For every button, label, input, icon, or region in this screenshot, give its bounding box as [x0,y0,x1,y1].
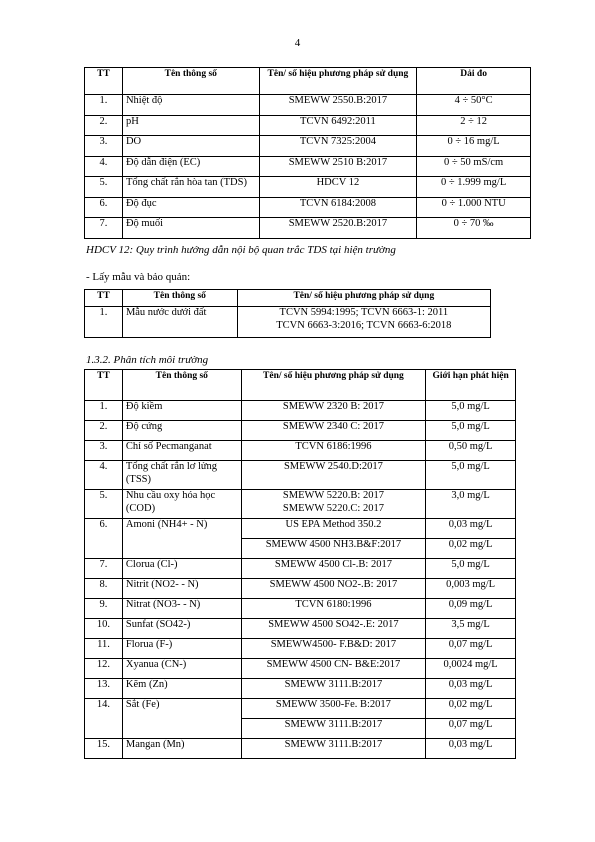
table-row: 1. Mẫu nước dưới đất TCVN 5994:1995; TCVN 6663-1: 2011 TCVN 6663-3:2016; TCVN 6663-6:2018 [85,307,491,338]
table-row: SMEWW 4500 NH3.B&F:2017 0,02 mg/L [85,539,516,559]
table-row: 13. Kẽm (Zn) SMEWW 3111.B:2017 0,03 mg/L [85,679,516,699]
col-header-limit: Giới hạn phát hiện [426,370,516,401]
table-row: 3. Chỉ số Pecmanganat TCVN 6186:1996 0,50 mg/L [85,441,516,461]
table-row: 7. Clorua (Cl-) SMEWW 4500 Cl-.B: 2017 5,0 mg/L [85,559,516,579]
table-row: 5. Tổng chất rắn hòa tan (TDS) HDCV 12 0 ÷ 1.999 mg/L [85,177,531,198]
page-number: 4 [294,37,301,49]
table-row: 11. Florua (F-) SMEWW4500- F.B&D: 2017 0,07 mg/L [85,639,516,659]
section-sampling: - Lấy mẫu và bảo quản: [86,271,191,283]
table-row: SMEWW 3111.B:2017 0,07 mg/L [85,719,516,739]
col-header-name: Tên thông số [122,290,237,307]
col-header-method: Tên/ số hiệu phương pháp sử dụng [241,370,426,401]
table-row: 4. Độ dẫn điện (EC) SMEWW 2510 B:2017 0 ÷ 50 mS/cm [85,156,531,177]
table-row: 1. Độ kiềm SMEWW 2320 B: 2017 5,0 mg/L [85,401,516,421]
table-row: 5. Nhu cầu oxy hóa học (COD) SMEWW 5220.B: 2017 SMEWW 5220.C: 2017 3,0 mg/L [85,490,516,519]
table-row: 1. Nhiệt độ SMEWW 2550.B:2017 4 ÷ 50°C [85,95,531,116]
section-analysis: 1.3.2. Phân tích môi trường [86,354,209,366]
col-header-name: Tên thông số [122,370,241,401]
table-row: 10. Sunfat (SO42-) SMEWW 4500 SO42-.E: 2017 3,5 mg/L [85,619,516,639]
col-header-range: Dải đo [417,68,531,95]
table-header-row [85,290,491,307]
col-header-method: Tên/ số hiệu phương pháp sử dụng [237,290,490,307]
table-row: 7. Độ muối SMEWW 2520.B:2017 0 ÷ 70 ‰ [85,218,531,239]
table-row: 2. pH TCVN 6492:2011 2 ÷ 12 [85,115,531,136]
col-header-name: Tên thông số [122,68,259,95]
table-row: 6. Amoni (NH4+ - N) US EPA Method 350.2 0,03 mg/L [85,519,516,539]
analysis-table [84,369,516,759]
table-row: 9. Nitrat (NO3- - N) TCVN 6180:1996 0,09 mg/L [85,599,516,619]
table-row: 8. Nitrit (NO2- - N) SMEWW 4500 NO2-.B: 2017 0,003 mg/L [85,579,516,599]
col-header-method: Tên/ số hiệu phương pháp sử dụng [259,68,417,95]
table-header-row [85,370,516,401]
table-row: 12. Xyanua (CN-) SMEWW 4500 CN- B&E:2017 0,0024 mg/L [85,659,516,679]
field-measurement-table [84,67,531,239]
table-header-row [85,68,531,95]
table-row: 14. Sắt (Fe) SMEWW 3500-Fe. B:2017 0,02 mg/L [85,699,516,719]
col-header-tt: TT [85,290,123,307]
table-row: 6. Độ đục TCVN 6184:2008 0 ÷ 1.000 NTU [85,197,531,218]
sampling-table [84,289,491,338]
table-row: 15. Mangan (Mn) SMEWW 3111.B:2017 0,03 mg/L [85,739,516,759]
table-row: 3. DO TCVN 7325:2004 0 ÷ 16 mg/L [85,136,531,157]
col-header-tt: TT [85,370,123,401]
table-note: HDCV 12: Quy trình hướng dẫn nội bộ quan trắc TDS tại hiện trường [86,244,396,256]
table-row: 4. Tổng chất rắn lơ lửng (TSS) SMEWW 2540.D:2017 5,0 mg/L [85,461,516,490]
col-header-tt: TT [85,68,123,95]
table-row: 2. Độ cứng SMEWW 2340 C: 2017 5,0 mg/L [85,421,516,441]
